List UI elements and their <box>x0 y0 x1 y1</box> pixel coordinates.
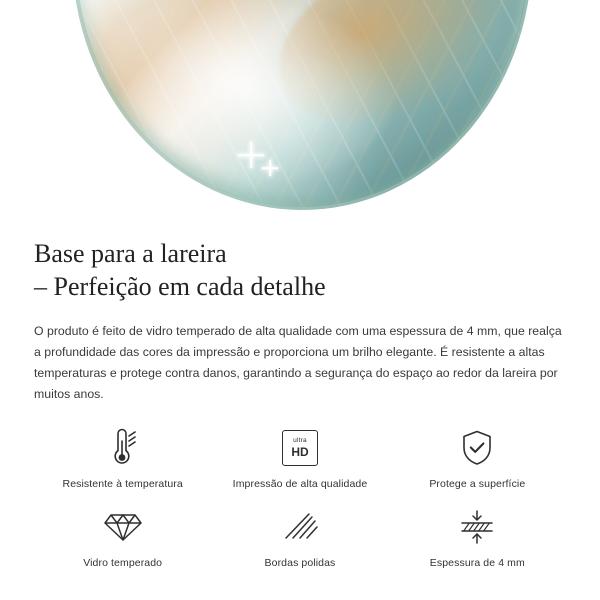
feature-label: Bordas polidas <box>264 557 336 569</box>
feature-label: Impressão de alta qualidade <box>232 478 368 490</box>
feature-item <box>389 506 566 569</box>
feature-grid <box>34 427 566 569</box>
shield-check-icon <box>459 427 495 469</box>
ultra-hd-top-text: ultra <box>293 437 307 445</box>
page-title <box>34 237 566 303</box>
hero-image <box>0 0 600 215</box>
feature-item <box>34 506 211 569</box>
round-glass-panel <box>72 0 532 210</box>
feature-item <box>34 427 211 490</box>
feature-label: Resistente à temperatura <box>62 478 183 490</box>
headline-line-1: Base para a lareira <box>34 239 227 268</box>
content-area <box>0 237 600 569</box>
thickness-arrows-icon <box>455 506 499 548</box>
diamond-icon <box>103 506 143 548</box>
feature-item <box>389 427 566 490</box>
thermometer-icon <box>105 427 141 469</box>
headline-line-2: – Perfeição em cada detalhe <box>34 272 326 301</box>
feature-item <box>211 427 388 490</box>
feature-item <box>211 506 388 569</box>
ultra-hd-icon <box>282 427 318 469</box>
polished-edges-icon <box>281 506 319 548</box>
feature-label: Protege a superfície <box>429 478 526 490</box>
ultra-hd-bottom-text: HD <box>291 444 309 459</box>
feature-label: Espessura de 4 mm <box>429 557 525 569</box>
description-paragraph: O produto é feito de vidro temperado de alta qualidade com uma espessura de 4 mm, que realça a profundidade das cores da impressão e proporciona um brilho elegante. É resistente a altas temperaturas e protege contra danos, garantindo a segurança do espaço ao redor da lareira por muitos anos. <box>34 324 562 401</box>
feature-label: Vidro temperado <box>83 557 163 569</box>
